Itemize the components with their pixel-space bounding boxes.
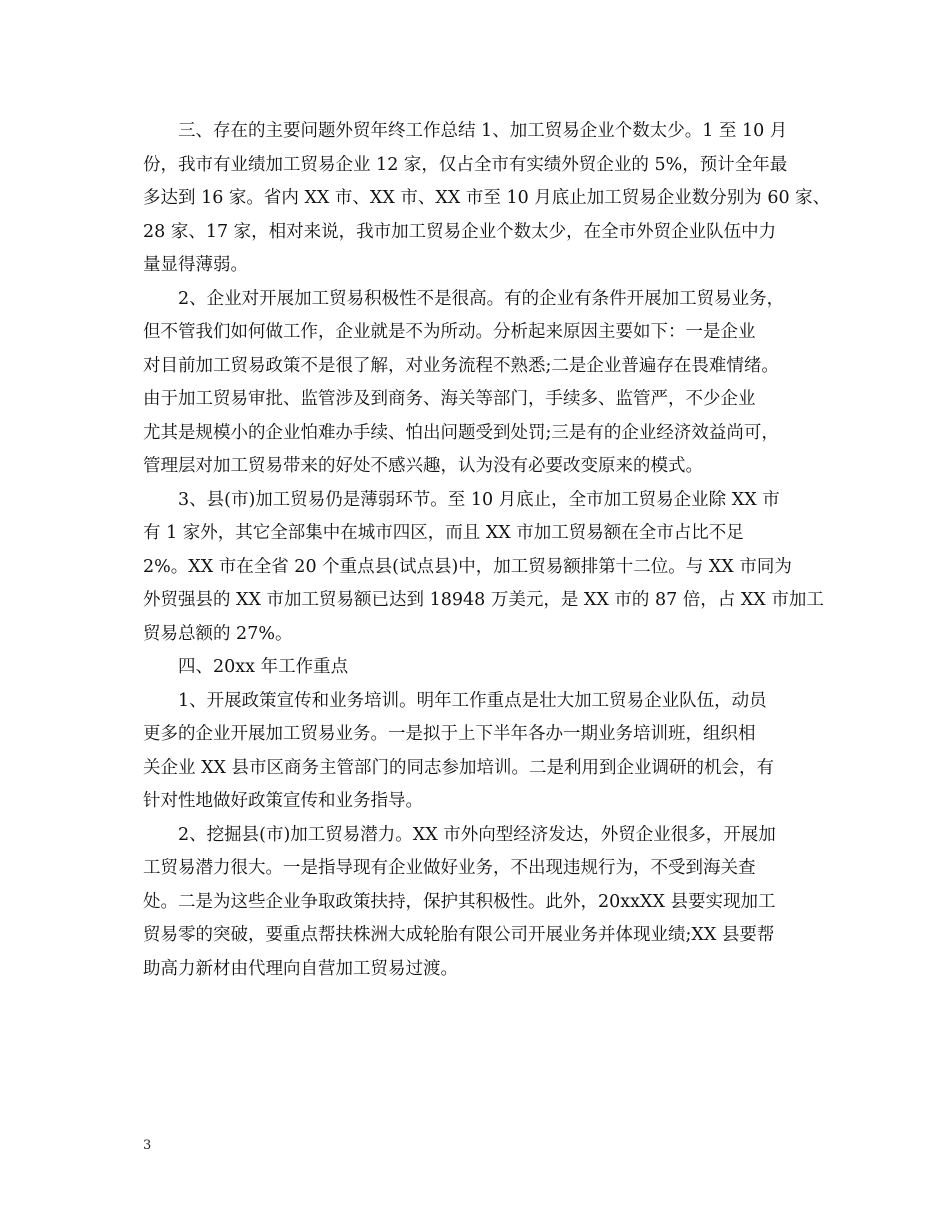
text-line: 贸易零的突破，要重点帮扶株洲大成轮胎有限公司开展业务并体现业绩;XX 县要帮 [143, 925, 775, 945]
section-heading-work-focus [143, 651, 811, 685]
text-line: 28 家、17 家，相对来说，我市加工贸易企业个数太少，在全市外贸企业队伍中力 [143, 221, 777, 242]
paragraph-focus-2 [143, 819, 811, 987]
paragraph-focus-1 [143, 685, 811, 819]
text-line: 工贸易潜力很大。一是指导现有企业做好业务，不出现违规行为，不受到海关查 [143, 858, 756, 878]
text-line: 3、县(市)加工贸易仍是薄弱环节。至 10 月底止，全市加工贸易企业除 XX 市 [178, 489, 780, 510]
text-line: 有 1 家外，其它全部集中在城市四区，而且 XX 市加工贸易额在全市占比不足 [143, 523, 744, 543]
paragraph-problems-1 [143, 115, 831, 283]
text-line: 多达到 16 家。省内 XX 市、XX 市、XX 市至 10 月底止加工贸易企业数分别为 60 家、 [143, 188, 831, 208]
text-line: 贸易总额的 27%。 [143, 623, 293, 644]
text-line: 针对性地做好政策宣传和业务指导。 [143, 791, 423, 811]
text-line: 三、存在的主要问题外贸年终工作总结 1、加工贸易企业个数太少。1 至 10 月 [178, 121, 788, 141]
text-line: 关企业 XX 县市区商务主管部门的同志参加培训。二是利用到企业调研的机会，有 [143, 757, 775, 778]
text-line: 外贸强县的 XX 市加工贸易额已达到 18948 万美元，是 XX 市的 87 倍，占 XX 市加工 [143, 590, 824, 610]
text-line: 量显得薄弱。 [143, 255, 248, 275]
text-line: 助高力新材由代理向自营加工贸易过渡。 [143, 958, 458, 979]
text-line: 对目前加工贸易政策不是很了解，对业务流程不熟悉;二是企业普遍存在畏难情绪。 [143, 355, 779, 376]
text-line: 2、企业对开展加工贸易积极性不是很高。有的企业有条件开展加工贸易业务， [178, 288, 785, 309]
text-line: 由于加工贸易审批、监管涉及到商务、海关等部门，手续多、监管严，不少企业 [143, 389, 756, 409]
text-line: 2、挖掘县(市)加工贸易潜力。XX 市外向型经济发达，外贸企业很多，开展加 [178, 824, 776, 845]
text-line: 管理层对加工贸易带来的好处不感兴趣，认为没有必要改变原来的模式。 [143, 456, 703, 476]
text-line: 处。二是为这些企业争取政策扶持，保护其积极性。此外，20xxXX 县要实现加工 [143, 891, 776, 912]
text-line: 1、开展政策宣传和业务培训。明年工作重点是壮大加工贸易企业队伍，动员 [178, 690, 767, 711]
paragraph-problems-3 [143, 484, 824, 652]
section-heading: 四、20xx 年工作重点 [178, 657, 349, 677]
text-line: 2%。XX 市在全省 20 个重点县(试点县)中，加工贸易额排第十二位。与 XX 市同为 [143, 556, 792, 577]
text-line: 更多的企业开展加工贸易业务。一是拟于上下半年各办一期业务培训班，组织相 [143, 724, 756, 744]
page-number: 3 [143, 1138, 152, 1153]
text-line: 份，我市有业绩加工贸易企业 12 家，仅占全市有实绩外贸企业的 5%，预计全年最 [143, 154, 788, 175]
document-body [143, 115, 831, 986]
paragraph-problems-2 [143, 283, 811, 484]
text-line: 但不管我们如何做工作，企业就是不为所动。分析起来原因主要如下：一是企业 [143, 322, 756, 342]
text-line: 尤其是规模小的企业怕难办手续、怕出问题受到处罚;三是有的企业经济效益尚可， [143, 422, 779, 443]
